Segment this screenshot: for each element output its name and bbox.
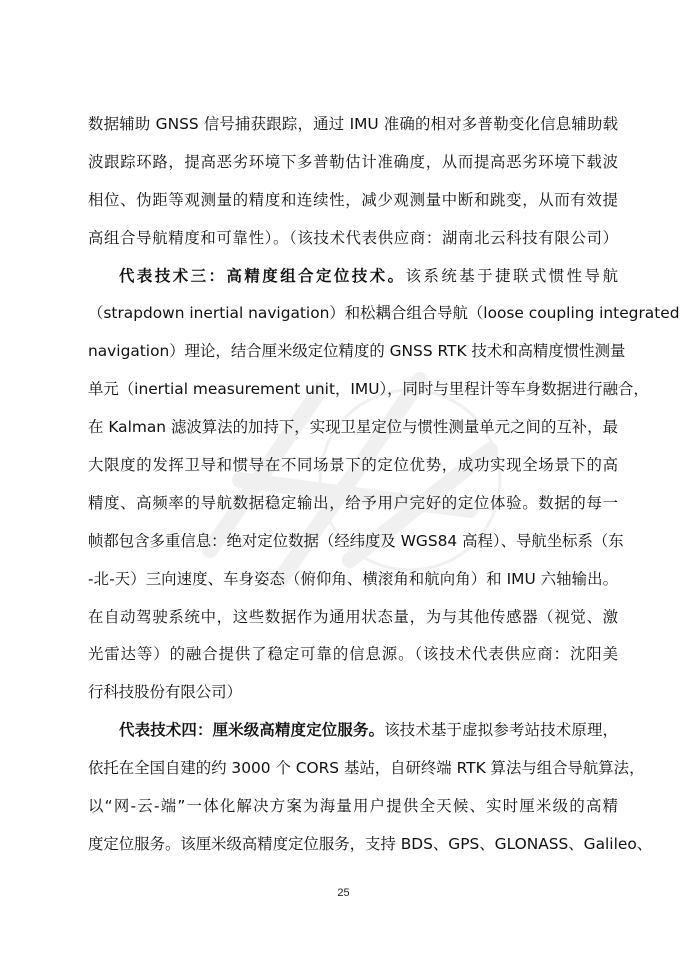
paragraph-line: 行科技股份有限公司） [88, 683, 242, 702]
paragraph-line: 以“网-云-端”一体化解决方案为海量用户提供全天候、实时厘米级的高精 [88, 797, 618, 816]
paragraph-line: 度定位服务。该厘米级高精度定位服务，支持 BDS、GPS、GLONASS、Galileo、 [88, 834, 653, 853]
paragraph-line: 依托在全国自建的约 3000 个 CORS 基站，自研终端 RTK 算法与组合导航算法， [88, 759, 645, 778]
paragraph-line: 帧都包含多重信息：绝对定位数据（经纬度及 WGS84 高程）、导航坐标系（东 [88, 531, 624, 550]
tech3-first-line [88, 258, 618, 296]
tech3-heading: 代表技术三：高精度组合定位技术。 [119, 266, 406, 285]
paragraph-line: 单元（inertial measurement unit，IMU），同时与里程计等车身数据进行融合， [88, 380, 649, 399]
paragraph-line: -北-天）三向速度、车身姿态（俯仰角、横滚角和航向角）和 IMU 六轴输出。 [88, 569, 618, 588]
body-text [88, 106, 680, 864]
paragraph-line: （strapdown inertial navigation）和松耦合组合导航（loose coupling integrated [88, 304, 680, 323]
paragraph-line: 在自动驾驶系统中，这些数据作为通用状态量，为与其他传感器（视觉、激 [88, 607, 618, 626]
tech4-heading: 代表技术四：厘米级高精度定位服务。 [119, 721, 385, 740]
tech3-first-rest: 该系统基于捷联式惯性导航 [405, 266, 618, 285]
paragraph-line: 精度、高频率的导航数据稳定输出，给予用户完好的定位体验。数据的每一 [88, 493, 618, 512]
tech4-first-rest: 该技术基于虚拟参考站技术原理， [384, 721, 618, 740]
paragraph-line: 高组合导航精度和可靠性）。（该技术代表供应商：湖南北云科技有限公司） [88, 228, 618, 247]
paragraph-line: 大限度的发挥卫导和惯导在不同场景下的定位优势，成功实现全场景下的高 [88, 456, 618, 475]
tech4-first-line [88, 712, 618, 750]
paragraph-line: 数据辅助 GNSS 信号捕获跟踪，通过 IMU 准确的相对多普勒变化信息辅助载 [88, 115, 618, 133]
paragraph-line: 光雷达等）的融合提供了稳定可靠的信息源。（该技术代表供应商：沈阳美 [88, 645, 618, 664]
paragraph-line: 相位、伪距等观测量的精度和连续性，减少观测量中断和跳变，从而有效提 [88, 190, 618, 209]
paragraph-line: 在 Kalman 滤波算法的加持下，实现卫星定位与惯性测量单元之间的互补，最 [88, 418, 618, 437]
paragraph-line: navigation）理论，结合厘米级定位精度的 GNSS RTK 技术和高精度惯性测量 [88, 342, 626, 361]
paragraph-line: 波跟踪环路，提高恶劣环境下多普勒估计准确度，从而提高恶劣环境下载波 [88, 152, 618, 171]
page-number: 25 [337, 887, 350, 899]
